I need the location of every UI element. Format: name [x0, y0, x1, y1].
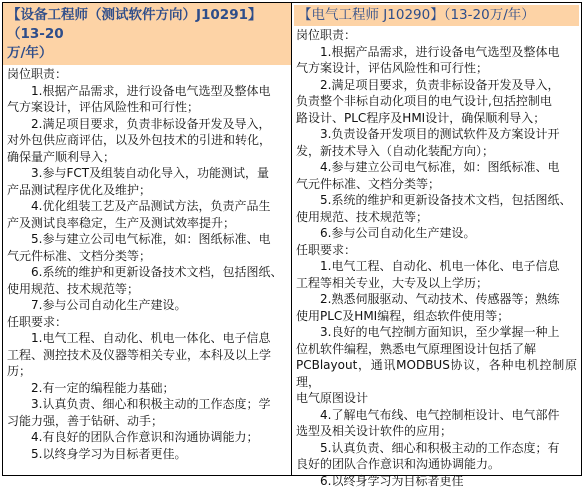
job-title-line: 万/年） — [7, 44, 285, 63]
list-item-line: 7.参与公司自动化生产建设。 — [7, 297, 287, 314]
list-item — [296, 225, 577, 242]
list-item-line: 位机软件编程，熟悉电气原理图设计包括了解 — [296, 341, 577, 358]
list-item — [7, 198, 287, 231]
list-item-line: 历； — [7, 363, 287, 380]
list-item-line: 5.以终身学习为目标者更佳。 — [7, 446, 287, 463]
list-item-line: 使用规范、技术规范等； — [7, 281, 287, 298]
list-item — [7, 429, 287, 446]
list-item-line: 2.满足项目要求，负责非标设备开发及导入， — [7, 116, 287, 133]
job-title-line: 【设备工程师（测试软件方向）J10291】（13-20 — [7, 6, 285, 44]
list-item-line: 确保量产顺利导入； — [7, 149, 287, 166]
job-comparison-table — [2, 2, 582, 476]
list-item — [296, 192, 577, 225]
list-item-line: 5.认真负责、细心和积极主动的工作态度；有 — [296, 440, 577, 457]
list-item-line: 4.参与建立公司电气标准，如：图纸标准、电 — [296, 159, 577, 176]
list-item — [296, 258, 577, 291]
list-item-line: 发，新技术导入（自动化装配方向）； — [296, 143, 577, 160]
list-item — [7, 330, 287, 380]
list-item — [7, 264, 287, 297]
list-item-line: 使用规范、技术规范等； — [296, 209, 577, 226]
list-item-line: 工程、测控技术及仪器等相关专业，本科及以上学 — [7, 347, 287, 364]
list-item — [296, 291, 577, 324]
list-item-line: 对外包供应商评估，以及外包技术的引进和转化， — [7, 132, 287, 149]
list-item-line: 电气原图设计 — [296, 390, 577, 407]
list-item — [7, 165, 287, 198]
duties-heading: 岗位职责： — [296, 27, 577, 44]
list-item-line: 1.根据产品需求，进行设备电气选型及整体电 — [7, 83, 287, 100]
list-item — [296, 159, 577, 192]
list-item-line: 5.参与建立公司电气标准，如：图纸标准、电 — [7, 231, 287, 248]
list-item-line: 6.参与公司自动化生产建设。 — [296, 225, 577, 242]
list-item — [296, 77, 577, 127]
list-item — [7, 396, 287, 429]
job-content — [292, 26, 581, 489]
list-item-line: 2.有一定的编程能力基础； — [7, 380, 287, 397]
job-column-device-engineer — [3, 3, 292, 475]
list-item — [296, 407, 577, 440]
list-item — [7, 446, 287, 463]
requirements-list — [296, 258, 577, 489]
list-item-line: 产及测试良率稳定，生产及测试效率提升； — [7, 215, 287, 232]
list-item-line: 5.系统的维护和更新设备技术文档，包括图纸、 — [296, 192, 577, 209]
requirements-heading: 任职要求： — [7, 314, 287, 331]
list-item-line: 4.了解电气布线、电气控制柜设计、电气部件 — [296, 407, 577, 424]
list-item-line: 3.良好的电气控制方面知识，至少掌握一种上 — [296, 324, 577, 341]
list-item-line: 3.参与FCT及组装自动化导入，功能测试，量 — [7, 165, 287, 182]
list-item-line: 习能力强，善于钻研、动手； — [7, 413, 287, 430]
requirements-heading: 任职要求： — [296, 242, 577, 259]
list-item-line: 6.以终身学习为目标者更佳 — [296, 473, 577, 489]
list-item — [296, 324, 577, 407]
list-item-line: 工程等相关专业，大专及以上学历； — [296, 275, 577, 292]
list-item-line: 4.有良好的团队合作意识和沟通协调能力； — [7, 429, 287, 446]
list-item — [7, 297, 287, 314]
job-column-electrical-engineer — [292, 3, 581, 475]
list-item-line: 2.熟悉伺服驱动、气动技术、传感器等；熟练 — [296, 291, 577, 308]
list-item-line: 气方案设计，评估风险性和可行性； — [296, 60, 577, 77]
list-item — [296, 440, 577, 473]
list-item — [296, 473, 577, 489]
list-item-line: 负责整个非标自动化项目的电气设计,包括控制电 — [296, 93, 577, 110]
duties-list — [7, 83, 287, 314]
duties-heading: 岗位职责： — [7, 66, 287, 83]
list-item — [7, 116, 287, 166]
list-item — [7, 83, 287, 116]
list-item — [7, 380, 287, 397]
list-item — [296, 126, 577, 159]
list-item-line: 3.负责设备开发项目的测试软件及方案设计开 — [296, 126, 577, 143]
duties-list — [296, 44, 577, 242]
list-item-line: 1.电气工程、自动化、机电一体化、电子信息 — [7, 330, 287, 347]
list-item-line: 4.优化组装工艺及产品测试方法，负责产品生 — [7, 198, 287, 215]
list-item-line: 使用PLC及HMI编程，组态软件使用等； — [296, 308, 577, 325]
job-title-line: 【电气工程师 J10290】（13-20万/年） — [298, 6, 573, 25]
list-item-line: 气元件标准、文档分类等； — [296, 176, 577, 193]
list-item-line: 选型及相关设计软件的应用； — [296, 423, 577, 440]
list-item-line: 路设计、PLC程序及HMI设计，确保顺利导入； — [296, 110, 577, 127]
list-item-line: 3.认真负责、细心和积极主动的工作态度；学 — [7, 396, 287, 413]
list-item-line: 1.根据产品需求，进行设备电气选型及整体电 — [296, 44, 577, 61]
requirements-list — [7, 330, 287, 462]
list-item-line: 产品测试程序优化及维护； — [7, 182, 287, 199]
list-item-line: 良好的团队合作意识和沟通协调能力。 — [296, 456, 577, 473]
list-item-line: 气元件标准、文档分类等； — [7, 248, 287, 265]
list-item — [7, 231, 287, 264]
list-item-line: 2.满足项目要求，负责非标设备开发及导入， — [296, 77, 577, 94]
job-content — [3, 65, 291, 462]
list-item — [296, 44, 577, 77]
list-item-line: 气方案设计，评估风险性和可行性； — [7, 99, 287, 116]
list-item-line: PCBlayout，通讯MODBUS协议，各种电机控制原理， — [296, 357, 577, 390]
list-item-line: 6.系统的维护和更新设备技术文档，包括图纸、 — [7, 264, 287, 281]
list-item-line: 1.电气工程、自动化、机电一体化、电子信息 — [296, 258, 577, 275]
job-title — [3, 3, 291, 65]
job-title — [294, 5, 579, 26]
